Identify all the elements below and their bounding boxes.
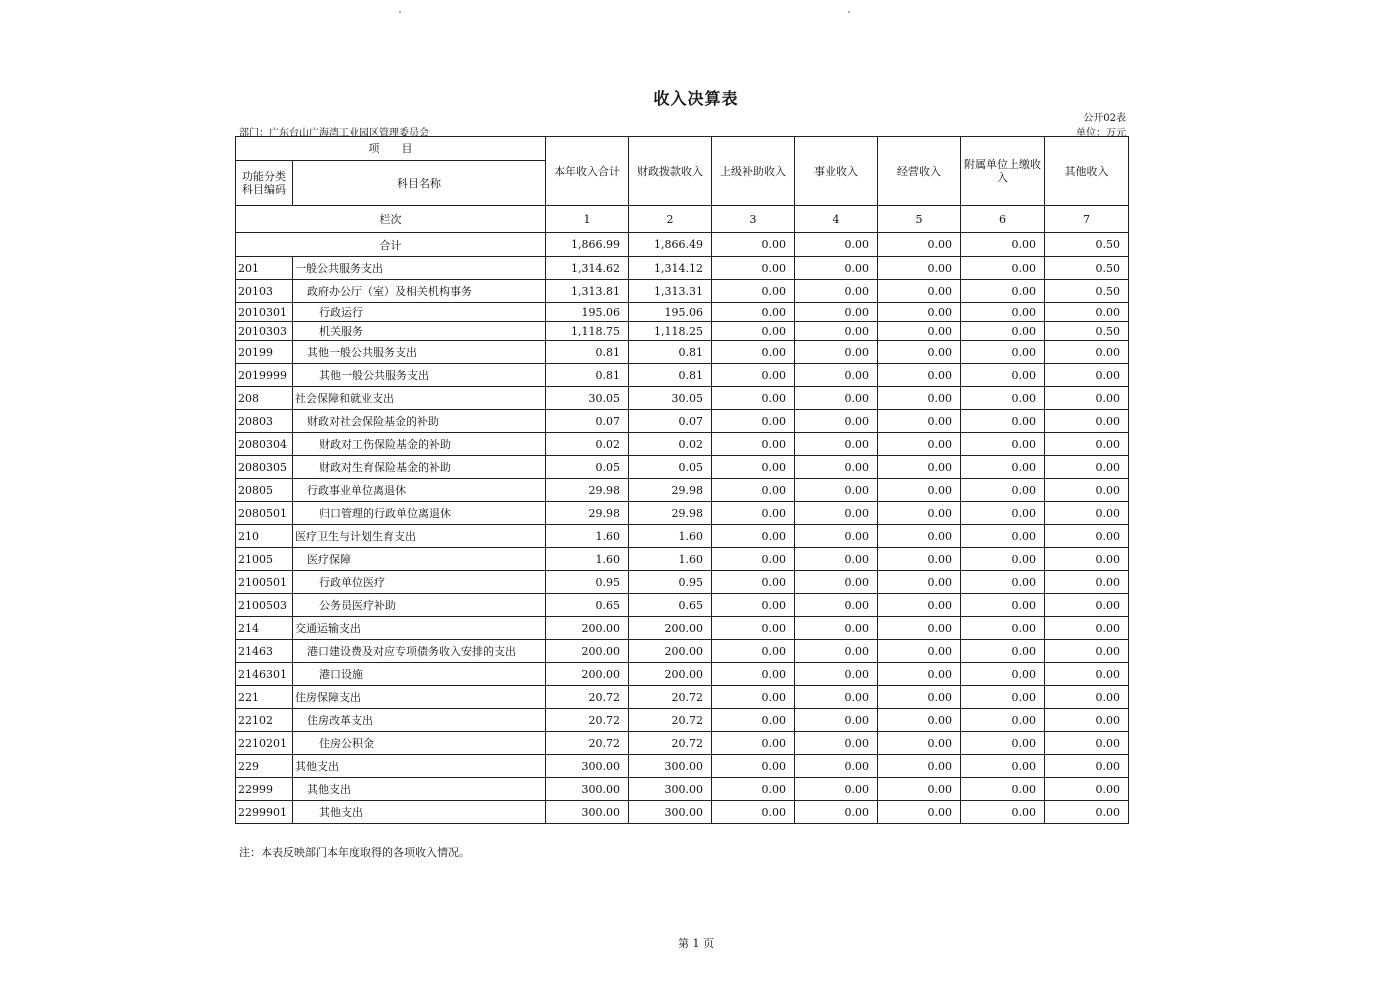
subject-code: 201 — [236, 257, 293, 280]
amount-cell: 300.00 — [629, 778, 712, 801]
amount-cell: 0.00 — [1045, 663, 1129, 686]
col-number: 5 — [878, 206, 961, 233]
amount-cell: 0.00 — [712, 341, 795, 364]
amount-cell: 0.00 — [878, 663, 961, 686]
col-number: 2 — [629, 206, 712, 233]
amount-cell: 0.00 — [878, 525, 961, 548]
amount-cell: 195.06 — [546, 303, 629, 322]
table-row — [236, 387, 1129, 410]
amount-cell: 0.81 — [629, 341, 712, 364]
amount-cell: 0.00 — [795, 663, 878, 686]
amount-cell: 1,313.81 — [546, 280, 629, 303]
total-value: 0.00 — [795, 233, 878, 257]
table-row — [236, 686, 1129, 709]
subject-name: 归口管理的行政单位离退休 — [293, 502, 546, 525]
table-row — [236, 617, 1129, 640]
amount-cell: 0.00 — [712, 387, 795, 410]
table-note: 注：本表反映部门本年度取得的各项收入情况。 — [239, 846, 470, 859]
amount-cell: 29.98 — [546, 479, 629, 502]
subject-code: 2100503 — [236, 594, 293, 617]
table-row — [236, 502, 1129, 525]
amount-cell: 0.00 — [878, 410, 961, 433]
page-number: 第 1 页 — [678, 937, 714, 950]
amount-cell: 0.81 — [546, 341, 629, 364]
amount-cell: 0.00 — [961, 778, 1045, 801]
amount-cell: 0.00 — [795, 280, 878, 303]
amount-cell: 0.00 — [795, 686, 878, 709]
subject-code: 214 — [236, 617, 293, 640]
amount-cell: 0.00 — [795, 456, 878, 479]
amount-cell: 29.98 — [629, 479, 712, 502]
amount-cell: 0.00 — [961, 525, 1045, 548]
amount-cell: 0.07 — [629, 410, 712, 433]
table-row — [236, 456, 1129, 479]
amount-cell: 0.00 — [712, 617, 795, 640]
code-col-header: 功能分类科目编码 — [236, 161, 293, 206]
amount-cell: 0.00 — [1045, 456, 1129, 479]
amount-cell: 200.00 — [546, 617, 629, 640]
table-row — [236, 755, 1129, 778]
amount-cell: 0.00 — [1045, 709, 1129, 732]
subject-code: 2100501 — [236, 571, 293, 594]
amount-cell: 0.00 — [961, 456, 1045, 479]
amount-cell: 0.00 — [1045, 571, 1129, 594]
amount-cell: 0.00 — [712, 479, 795, 502]
amount-cell: 0.00 — [795, 525, 878, 548]
amount-cell: 20.72 — [629, 686, 712, 709]
subject-name: 住房改革支出 — [293, 709, 546, 732]
amount-cell: 0.00 — [961, 571, 1045, 594]
amount-cell: 0.00 — [878, 387, 961, 410]
subject-code: 208 — [236, 387, 293, 410]
amount-cell: 0.00 — [1045, 525, 1129, 548]
amount-cell: 0.00 — [961, 594, 1045, 617]
page-title: 收入决算表 — [653, 89, 739, 108]
amount-cell: 1,314.62 — [546, 257, 629, 280]
amount-cell: 0.00 — [1045, 732, 1129, 755]
amount-cell: 1.60 — [546, 525, 629, 548]
amount-cell: 20.72 — [629, 732, 712, 755]
amount-cell: 0.00 — [795, 755, 878, 778]
amount-cell: 1,118.25 — [629, 322, 712, 341]
total-value: 1,866.49 — [629, 233, 712, 257]
subject-name: 机关服务 — [293, 322, 546, 341]
amount-cell: 0.65 — [629, 594, 712, 617]
subject-code: 2080304 — [236, 433, 293, 456]
amount-cell: 0.00 — [712, 548, 795, 571]
amount-cell: 0.02 — [629, 433, 712, 456]
subject-name: 医疗保障 — [293, 548, 546, 571]
amount-cell: 1.60 — [629, 548, 712, 571]
col-header: 财政拨款收入 — [629, 137, 712, 206]
amount-cell: 0.00 — [795, 322, 878, 341]
amount-cell: 0.00 — [961, 433, 1045, 456]
amount-cell: 0.00 — [1045, 686, 1129, 709]
amount-cell: 0.02 — [546, 433, 629, 456]
amount-cell: 0.00 — [878, 801, 961, 824]
amount-cell: 0.00 — [1045, 433, 1129, 456]
amount-cell: 200.00 — [629, 617, 712, 640]
amount-cell: 1.60 — [546, 548, 629, 571]
subject-code: 20805 — [236, 479, 293, 502]
subject-name: 医疗卫生与计划生育支出 — [293, 525, 546, 548]
amount-cell: 0.00 — [712, 594, 795, 617]
amount-cell: 0.50 — [1045, 257, 1129, 280]
department-label: 部门：广东台山广海湾工业园区管理委员会 — [239, 128, 429, 139]
subject-name: 港口建设费及对应专项债务收入安排的支出 — [293, 640, 546, 663]
table-row — [236, 778, 1129, 801]
subject-name: 其他支出 — [293, 801, 546, 824]
amount-cell: 0.00 — [712, 755, 795, 778]
total-label: 合计 — [236, 233, 546, 257]
amount-cell: 0.95 — [629, 571, 712, 594]
amount-cell: 0.00 — [712, 257, 795, 280]
table-row — [236, 433, 1129, 456]
subject-code: 21463 — [236, 640, 293, 663]
scan-speck — [848, 11, 850, 13]
subject-name: 其他支出 — [293, 755, 546, 778]
amount-cell: 1,314.12 — [629, 257, 712, 280]
subject-name: 行政单位医疗 — [293, 571, 546, 594]
subject-name: 财政对生育保险基金的补助 — [293, 456, 546, 479]
subject-name: 财政对社会保险基金的补助 — [293, 410, 546, 433]
amount-cell: 300.00 — [546, 801, 629, 824]
amount-cell: 0.00 — [1045, 303, 1129, 322]
table-row — [236, 303, 1129, 322]
amount-cell: 0.00 — [712, 525, 795, 548]
subject-code: 20103 — [236, 280, 293, 303]
amount-cell: 0.00 — [1045, 502, 1129, 525]
total-value: 0.00 — [961, 233, 1045, 257]
amount-cell: 0.00 — [961, 303, 1045, 322]
amount-cell: 0.00 — [878, 322, 961, 341]
amount-cell: 29.98 — [629, 502, 712, 525]
amount-cell: 0.00 — [1045, 778, 1129, 801]
amount-cell: 0.00 — [961, 410, 1045, 433]
amount-cell: 0.00 — [712, 410, 795, 433]
total-value: 1,866.99 — [546, 233, 629, 257]
amount-cell: 0.95 — [546, 571, 629, 594]
table-row — [236, 594, 1129, 617]
amount-cell: 0.00 — [878, 502, 961, 525]
amount-cell: 0.00 — [878, 640, 961, 663]
amount-cell: 300.00 — [546, 755, 629, 778]
amount-cell: 0.00 — [878, 732, 961, 755]
table-row — [236, 322, 1129, 341]
amount-cell: 0.00 — [712, 322, 795, 341]
amount-cell: 29.98 — [546, 502, 629, 525]
amount-cell: 0.00 — [878, 456, 961, 479]
amount-cell: 0.00 — [795, 303, 878, 322]
amount-cell: 0.00 — [795, 709, 878, 732]
amount-cell: 0.00 — [795, 571, 878, 594]
subject-code: 2080501 — [236, 502, 293, 525]
amount-cell: 200.00 — [546, 663, 629, 686]
amount-cell: 0.00 — [712, 571, 795, 594]
table-row — [236, 801, 1129, 824]
amount-cell: 0.00 — [795, 479, 878, 502]
amount-cell: 0.00 — [712, 502, 795, 525]
col-number: 6 — [961, 206, 1045, 233]
amount-cell: 0.50 — [1045, 280, 1129, 303]
amount-cell: 0.00 — [1045, 755, 1129, 778]
amount-cell: 0.00 — [961, 755, 1045, 778]
subject-code: 22102 — [236, 709, 293, 732]
amount-cell: 0.65 — [546, 594, 629, 617]
col-number: 7 — [1045, 206, 1129, 233]
table-row — [236, 410, 1129, 433]
amount-cell: 0.00 — [1045, 617, 1129, 640]
amount-cell: 0.00 — [1045, 387, 1129, 410]
col-header: 附属单位上缴收入 — [961, 137, 1045, 206]
amount-cell: 0.00 — [878, 280, 961, 303]
amount-cell: 0.00 — [961, 686, 1045, 709]
subject-code: 2010301 — [236, 303, 293, 322]
amount-cell: 0.00 — [878, 755, 961, 778]
table-row — [236, 257, 1129, 280]
amount-cell: 1,118.75 — [546, 322, 629, 341]
amount-cell: 0.00 — [795, 594, 878, 617]
amount-cell: 0.00 — [795, 617, 878, 640]
amount-cell: 0.00 — [712, 640, 795, 663]
amount-cell: 0.00 — [712, 686, 795, 709]
amount-cell: 0.00 — [878, 709, 961, 732]
table-row — [236, 341, 1129, 364]
amount-cell: 0.50 — [1045, 322, 1129, 341]
amount-cell: 0.00 — [1045, 801, 1129, 824]
amount-cell: 0.05 — [546, 456, 629, 479]
amount-cell: 0.00 — [1045, 341, 1129, 364]
amount-cell: 0.00 — [961, 709, 1045, 732]
amount-cell: 0.00 — [961, 364, 1045, 387]
table-row — [236, 479, 1129, 502]
amount-cell: 0.00 — [712, 709, 795, 732]
name-col-header: 科目名称 — [293, 161, 546, 206]
amount-cell: 0.00 — [712, 801, 795, 824]
amount-cell: 20.72 — [629, 709, 712, 732]
amount-cell: 0.00 — [795, 732, 878, 755]
row-label: 栏次 — [236, 206, 546, 233]
amount-cell: 200.00 — [629, 663, 712, 686]
amount-cell: 0.00 — [712, 364, 795, 387]
amount-cell: 0.00 — [795, 341, 878, 364]
amount-cell: 0.00 — [795, 502, 878, 525]
col-header: 经营收入 — [878, 137, 961, 206]
scan-speck — [399, 11, 401, 13]
amount-cell: 0.00 — [961, 732, 1045, 755]
subject-code: 2019999 — [236, 364, 293, 387]
amount-cell: 0.00 — [961, 617, 1045, 640]
amount-cell: 0.00 — [878, 257, 961, 280]
amount-cell: 20.72 — [546, 686, 629, 709]
amount-cell: 0.00 — [878, 617, 961, 640]
subject-name: 行政事业单位离退休 — [293, 479, 546, 502]
amount-cell: 0.00 — [878, 341, 961, 364]
subject-code: 2146301 — [236, 663, 293, 686]
subject-code: 229 — [236, 755, 293, 778]
amount-cell: 0.00 — [712, 663, 795, 686]
table-row — [236, 525, 1129, 548]
amount-cell: 0.00 — [795, 387, 878, 410]
amount-cell: 30.05 — [629, 387, 712, 410]
table-row — [236, 364, 1129, 387]
amount-cell: 0.00 — [961, 322, 1045, 341]
amount-cell: 0.00 — [1045, 364, 1129, 387]
table-row — [236, 640, 1129, 663]
col-header: 其他收入 — [1045, 137, 1129, 206]
amount-cell: 1.60 — [629, 525, 712, 548]
amount-cell: 0.00 — [961, 663, 1045, 686]
subject-name: 财政对工伤保险基金的补助 — [293, 433, 546, 456]
subject-code: 2010303 — [236, 322, 293, 341]
table-row — [236, 280, 1129, 303]
subject-name: 港口设施 — [293, 663, 546, 686]
amount-cell: 0.81 — [629, 364, 712, 387]
amount-cell: 0.81 — [546, 364, 629, 387]
amount-cell: 0.00 — [961, 280, 1045, 303]
amount-cell: 0.00 — [961, 801, 1045, 824]
amount-cell: 0.00 — [961, 502, 1045, 525]
subject-code: 22999 — [236, 778, 293, 801]
project-header: 项 目 — [236, 137, 546, 161]
col-number: 1 — [546, 206, 629, 233]
amount-cell: 0.00 — [878, 778, 961, 801]
amount-cell: 300.00 — [629, 755, 712, 778]
amount-cell: 0.00 — [878, 479, 961, 502]
amount-cell: 30.05 — [546, 387, 629, 410]
subject-code: 20803 — [236, 410, 293, 433]
amount-cell: 0.00 — [795, 548, 878, 571]
subject-name: 住房保障支出 — [293, 686, 546, 709]
amount-cell: 20.72 — [546, 732, 629, 755]
col-number: 4 — [795, 206, 878, 233]
amount-cell: 0.00 — [878, 594, 961, 617]
amount-cell: 195.06 — [629, 303, 712, 322]
amount-cell: 0.00 — [961, 341, 1045, 364]
table-row — [236, 709, 1129, 732]
amount-cell: 0.00 — [878, 571, 961, 594]
amount-cell: 0.00 — [712, 433, 795, 456]
subject-name: 其他一般公共服务支出 — [293, 364, 546, 387]
amount-cell: 0.00 — [878, 364, 961, 387]
amount-cell: 0.00 — [712, 732, 795, 755]
col-header: 上级补助收入 — [712, 137, 795, 206]
total-value: 0.50 — [1045, 233, 1129, 257]
amount-cell: 0.00 — [961, 257, 1045, 280]
subject-code: 210 — [236, 525, 293, 548]
amount-cell: 0.00 — [878, 686, 961, 709]
col-header: 事业收入 — [795, 137, 878, 206]
amount-cell: 0.00 — [795, 433, 878, 456]
subject-code: 21005 — [236, 548, 293, 571]
subject-name: 其他支出 — [293, 778, 546, 801]
subject-name: 交通运输支出 — [293, 617, 546, 640]
subject-name: 政府办公厅（室）及相关机构事务 — [293, 280, 546, 303]
subject-code: 221 — [236, 686, 293, 709]
table-row — [236, 663, 1129, 686]
amount-cell: 1,313.31 — [629, 280, 712, 303]
col-header: 本年收入合计 — [546, 137, 629, 206]
amount-cell: 20.72 — [546, 709, 629, 732]
subject-name: 一般公共服务支出 — [293, 257, 546, 280]
table-row — [236, 732, 1129, 755]
income-table — [235, 136, 1129, 824]
subject-code: 2210201 — [236, 732, 293, 755]
amount-cell: 0.00 — [795, 257, 878, 280]
total-value: 0.00 — [878, 233, 961, 257]
amount-cell: 0.00 — [1045, 640, 1129, 663]
table-row — [236, 548, 1129, 571]
total-value: 0.00 — [712, 233, 795, 257]
subject-code: 2080305 — [236, 456, 293, 479]
subject-name: 社会保障和就业支出 — [293, 387, 546, 410]
subject-code: 2299901 — [236, 801, 293, 824]
amount-cell: 200.00 — [629, 640, 712, 663]
amount-cell: 0.00 — [961, 640, 1045, 663]
table-body — [236, 257, 1129, 824]
amount-cell: 0.00 — [1045, 479, 1129, 502]
amount-cell: 0.00 — [878, 548, 961, 571]
amount-cell: 0.00 — [795, 801, 878, 824]
amount-cell: 0.00 — [878, 433, 961, 456]
amount-cell: 0.00 — [712, 778, 795, 801]
amount-cell: 0.00 — [712, 280, 795, 303]
amount-cell: 0.07 — [546, 410, 629, 433]
form-number: 公开02表 — [1083, 113, 1126, 124]
amount-cell: 0.00 — [795, 364, 878, 387]
subject-name: 行政运行 — [293, 303, 546, 322]
amount-cell: 0.00 — [795, 410, 878, 433]
amount-cell: 0.00 — [961, 387, 1045, 410]
amount-cell: 0.00 — [795, 778, 878, 801]
amount-cell: 300.00 — [629, 801, 712, 824]
amount-cell: 0.00 — [712, 456, 795, 479]
amount-cell: 0.00 — [795, 640, 878, 663]
subject-code: 20199 — [236, 341, 293, 364]
amount-cell: 300.00 — [546, 778, 629, 801]
unit-label: 单位：万元 — [1076, 128, 1126, 139]
subject-name: 住房公积金 — [293, 732, 546, 755]
amount-cell: 0.00 — [961, 479, 1045, 502]
amount-cell: 0.00 — [1045, 410, 1129, 433]
table-row — [236, 571, 1129, 594]
subject-name: 其他一般公共服务支出 — [293, 341, 546, 364]
amount-cell: 0.00 — [961, 548, 1045, 571]
amount-cell: 0.00 — [1045, 548, 1129, 571]
amount-cell: 0.00 — [878, 303, 961, 322]
col-number: 3 — [712, 206, 795, 233]
amount-cell: 0.00 — [712, 303, 795, 322]
amount-cell: 0.00 — [1045, 594, 1129, 617]
amount-cell: 200.00 — [546, 640, 629, 663]
subject-name: 公务员医疗补助 — [293, 594, 546, 617]
amount-cell: 0.05 — [629, 456, 712, 479]
